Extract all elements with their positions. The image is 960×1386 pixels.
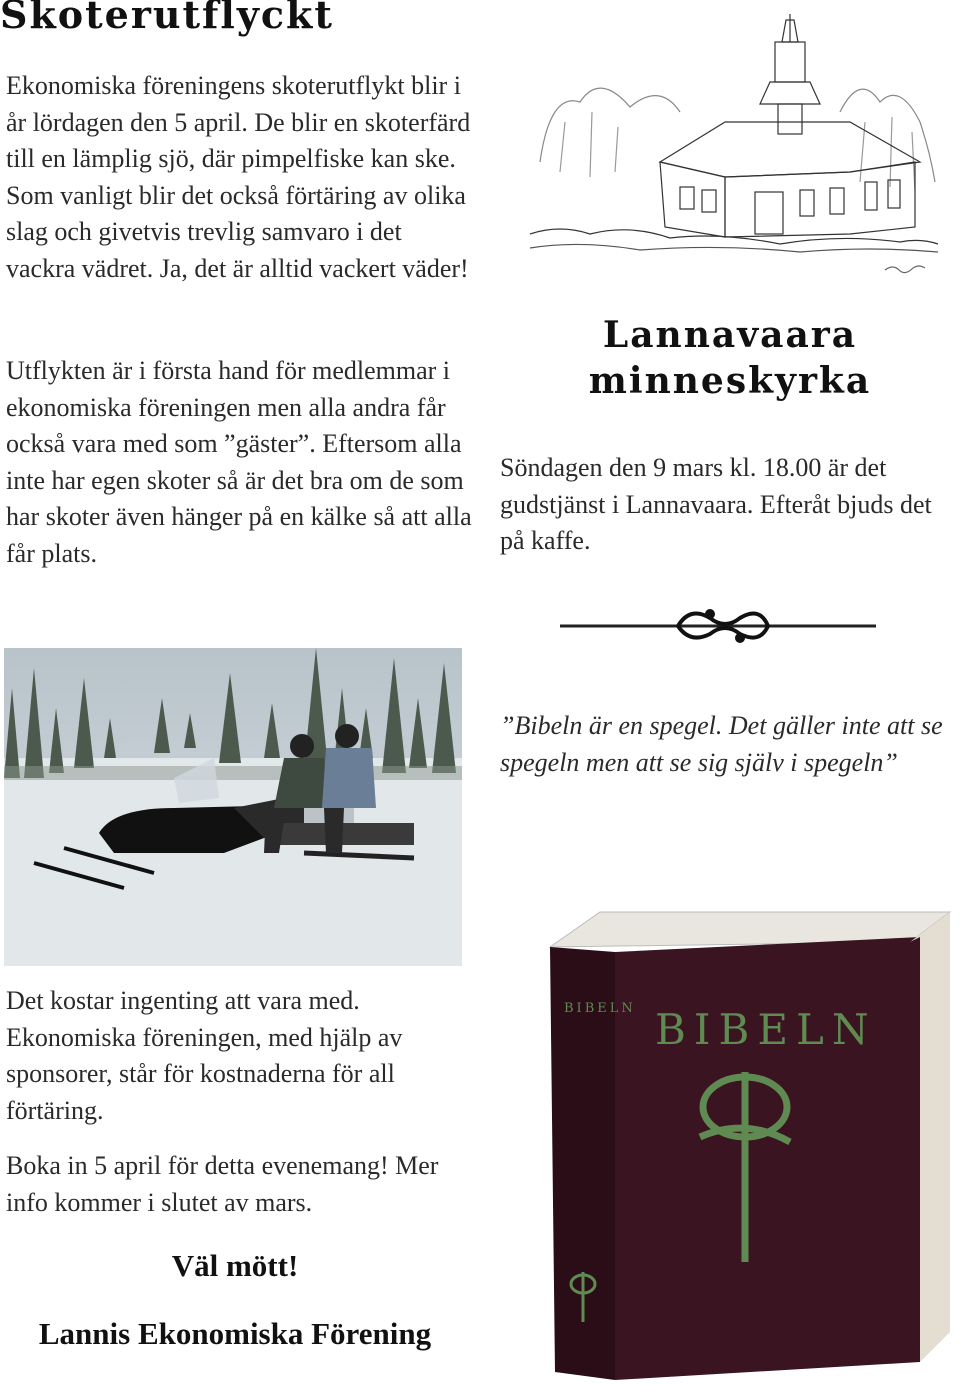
skoter-title: Skoterutflyckt [0, 0, 334, 37]
bible-quote: ”Bibeln är en spegel. Det gäller inte att se spegeln men att se sig själv i spegeln” [500, 711, 943, 777]
skoter-participants-paragraph: Utflykten är i första hand för medlemmar i ekonomiska föreningen men alla andra får också vara med som ”gäster”. Eftersom alla inte har egen skoter så är det bra om de som har skoter även hänger på en kälke så att alla får plats. [6, 356, 472, 568]
greeting-text: Väl mött! [171, 1248, 299, 1283]
bible-photo [500, 892, 956, 1380]
snowmobile-photo [4, 648, 462, 966]
church-title [500, 312, 960, 404]
church-service-paragraph: Söndagen den 9 mars kl. 18.00 är det gudstjänst i Lannavaara. Efteråt bjuds det på kaffe. [500, 453, 932, 555]
church-drawing [520, 12, 940, 284]
bible-cover-title: BIBELN [655, 1005, 877, 1054]
ornament-divider [560, 600, 876, 648]
skoter-cost-paragraph: Det kostar ingenting att vara med. Ekonomiska föreningen, med hjälp av sponsorer, står för kostnaderna för all förtäring. [6, 986, 403, 1125]
bible-spine-title: BIBELN [564, 1001, 636, 1016]
skoter-intro-paragraph: Ekonomiska föreningens skoterutflykt blir i år lördagen den 5 april. De blir en skoterfärd till en lämplig sjö, där pimpelfiske kan ske. Som vanligt blir det också förtäring av olika slag och givetvis trevlig samvaro i det vackra vädret. Ja, det är alltid vackert väder! [6, 71, 471, 283]
church-title-line2: minneskyrka [588, 360, 872, 402]
signature-text: Lannis Ekonomiska Förening [38, 1316, 432, 1351]
skoter-booking-paragraph: Boka in 5 april för detta evenemang! Mer info kommer i slutet av mars. [6, 1151, 439, 1217]
church-title-line1: Lannavaara [602, 314, 858, 356]
